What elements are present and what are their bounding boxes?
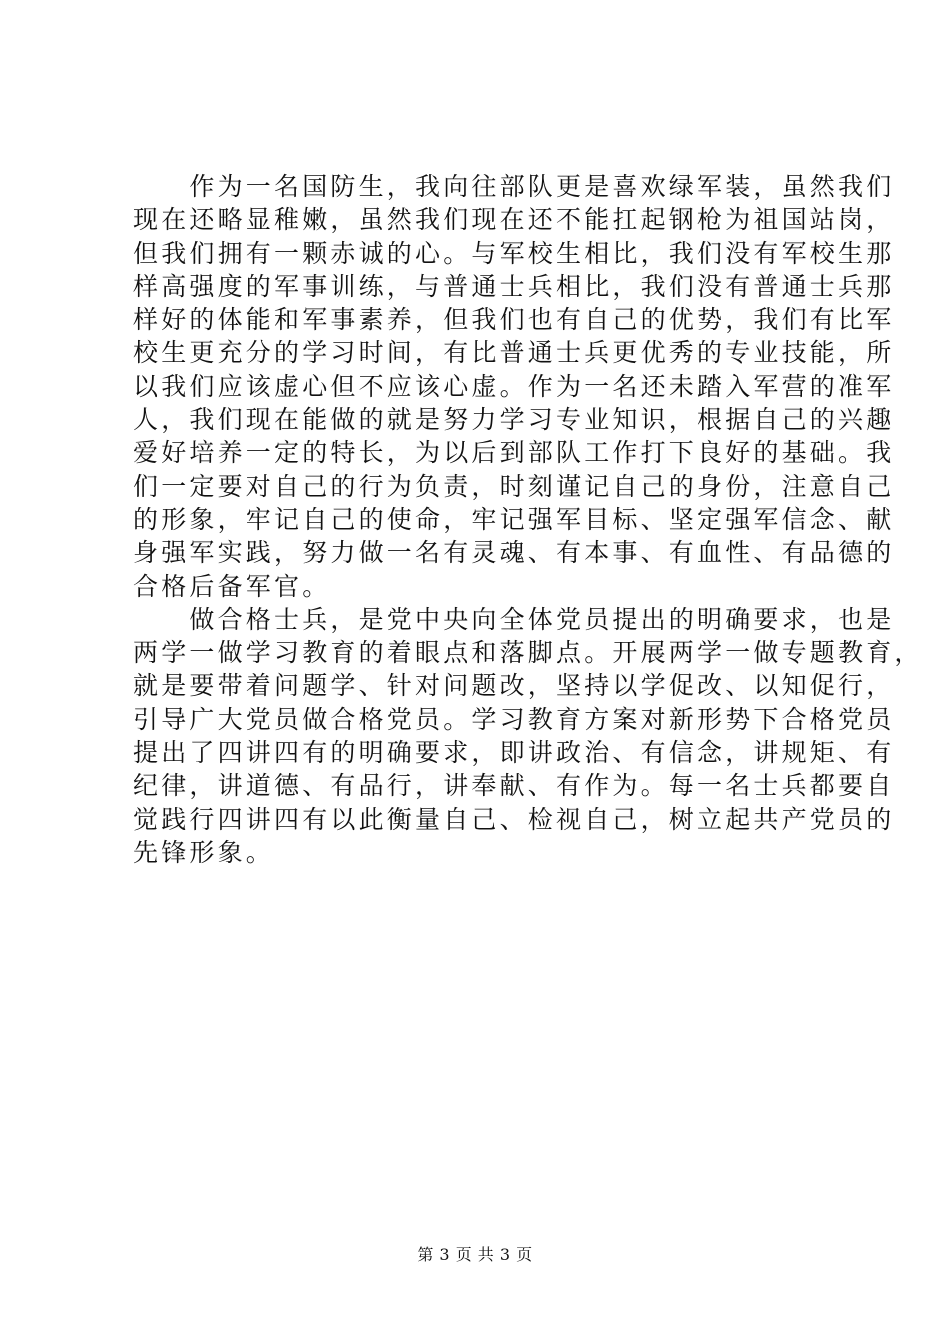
text-line: 先锋形象。 — [133, 837, 275, 867]
text-line: 以我们应该虚心但不应该心虚。作为一名还未踏入军营的准军 — [133, 371, 895, 401]
text-line: 校生更充分的学习时间，有比普通士兵更优秀的专业技能，所 — [133, 338, 895, 368]
text-line: 做合格士兵，是党中央向全体党员提出的明确要求，也是 — [133, 604, 895, 634]
text-line: 但我们拥有一颗赤诚的心。与军校生相比，我们没有军校生那 — [133, 238, 895, 268]
text-line: 觉践行四讲四有以此衡量自己、检视自己，树立起共产党员的 — [133, 804, 895, 834]
text-line: 作为一名国防生，我向往部队更是喜欢绿军装，虽然我们 — [133, 172, 895, 201]
text-line: 样好的体能和军事素养，但我们也有自己的优势，我们有比军 — [133, 305, 895, 335]
text-line: 的形象，牢记自己的使命，牢记强军目标、坚定强军信念、献 — [133, 504, 895, 534]
text-line: 们一定要对自己的行为负责，时刻谨记自己的身份，注意自己 — [133, 471, 895, 501]
text-line: 两学一做学习教育的着眼点和落脚点。开展两学一做专题教育， — [133, 638, 923, 668]
text-line: 合格后备军官。 — [133, 571, 331, 601]
text-line: 爱好培养一定的特长，为以后到部队工作打下良好的基础。我 — [133, 438, 895, 468]
text-line: 人，我们现在能做的就是努力学习专业知识，根据自己的兴趣 — [133, 405, 895, 435]
page-footer — [0, 1245, 950, 1265]
text-line: 纪律，讲道德、有品行，讲奉献、有作为。每一名士兵都要自 — [133, 771, 895, 801]
page-number-label: 第 3 页 共 3 页 — [417, 1245, 533, 1264]
body-text — [133, 170, 923, 869]
text-line: 现在还略显稚嫩，虽然我们现在还不能扛起钢枪为祖国站岗， — [133, 205, 895, 235]
text-line: 引导广大党员做合格党员。学习教育方案对新形势下合格党员 — [133, 704, 895, 734]
text-line: 提出了四讲四有的明确要求，即讲政治、有信念，讲规矩、有 — [133, 738, 895, 768]
text-line: 就是要带着问题学、针对问题改，坚持以学促改、以知促行， — [133, 671, 895, 701]
text-line: 身强军实践，努力做一名有灵魂、有本事、有血性、有品德的 — [133, 538, 895, 568]
text-line: 样高强度的军事训练，与普通士兵相比，我们没有普通士兵那 — [133, 271, 895, 301]
